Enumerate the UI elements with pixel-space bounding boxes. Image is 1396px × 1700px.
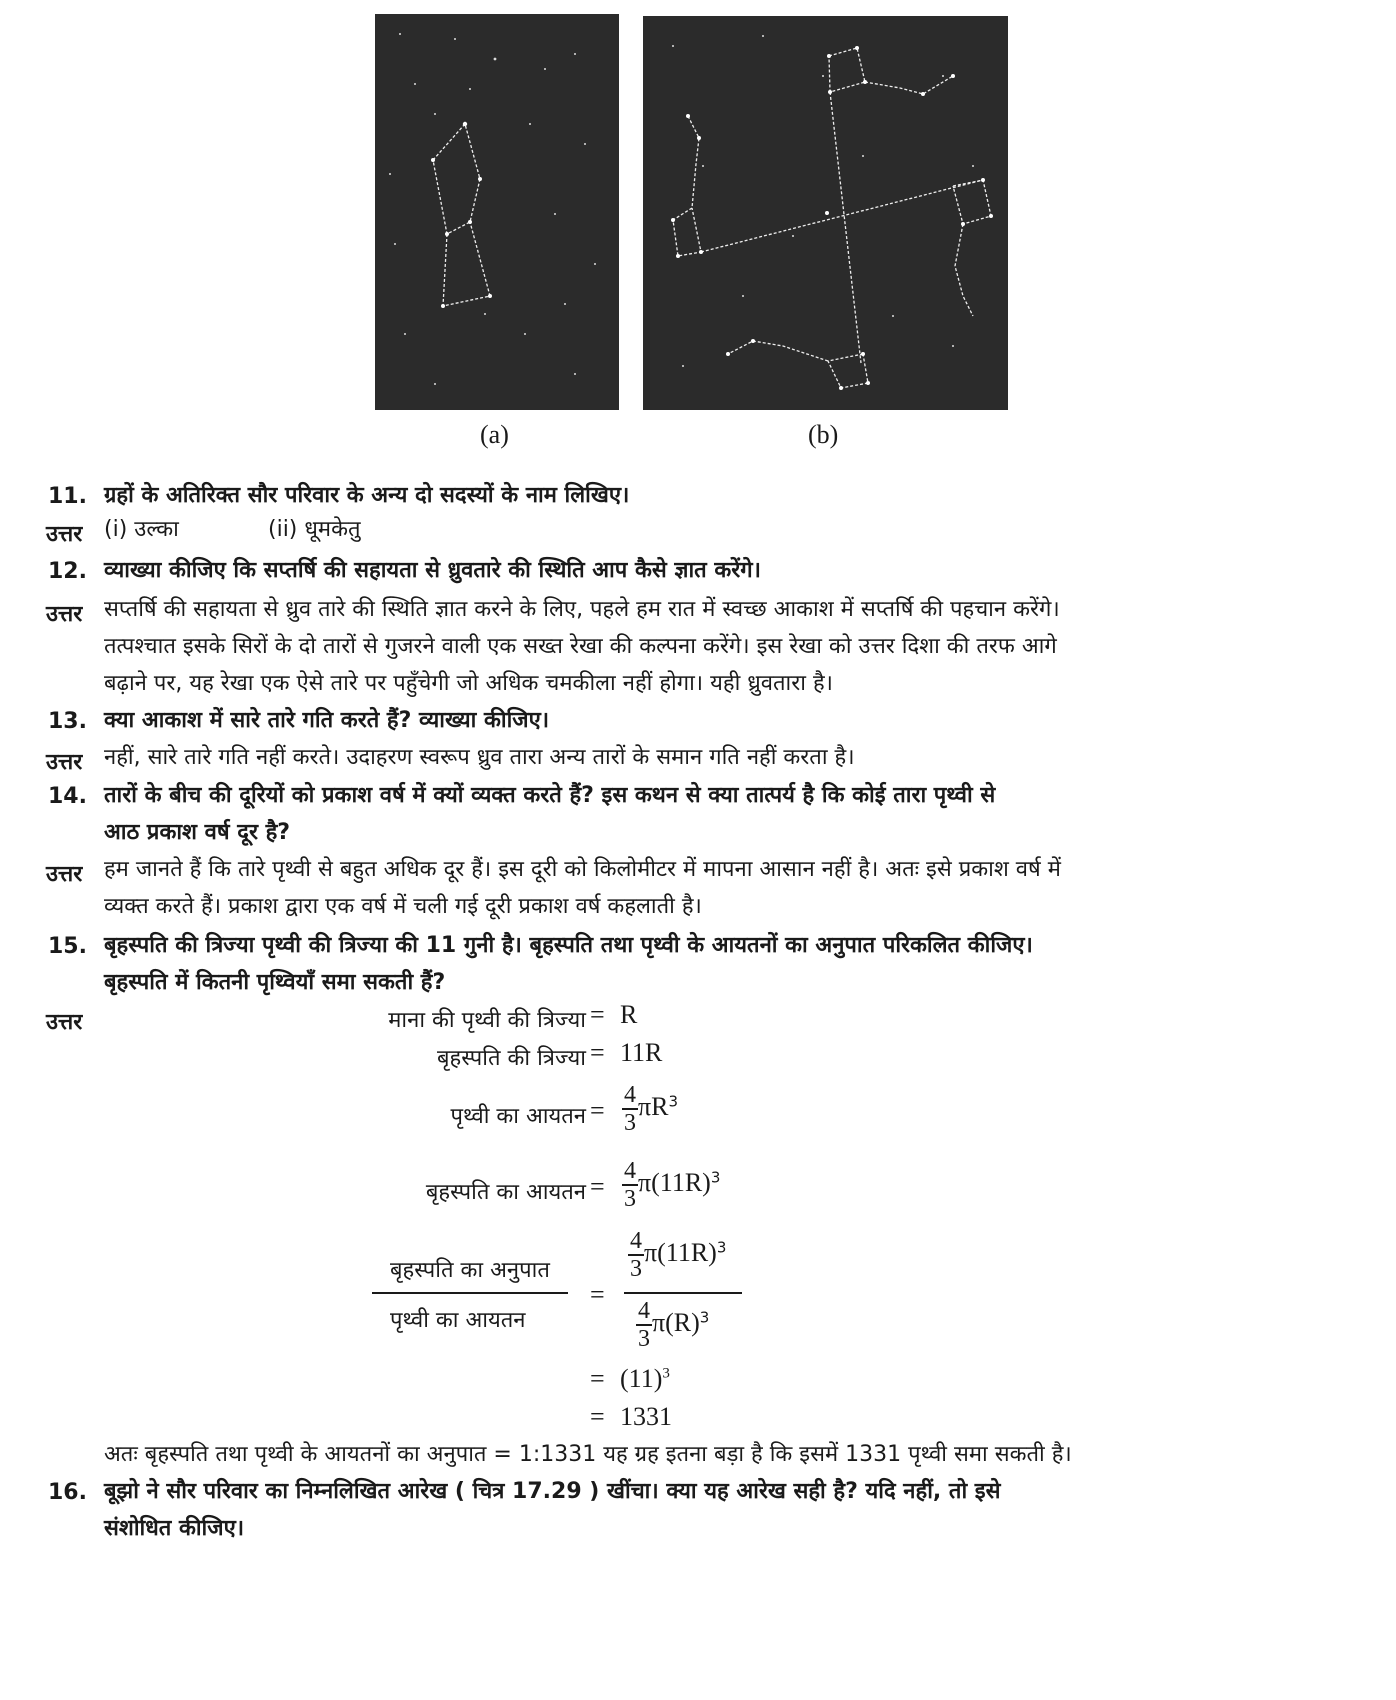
- answer-line: तत्पश्चात इसके सिरों के दो तारों से गुजरने वाली एक सख्त रेखा की कल्पना करेंगे। इस रेखा को उत्तर दिशा की तरफ आगे: [104, 634, 1057, 659]
- answer-label: उत्तर: [46, 602, 83, 627]
- eq-sign: =: [590, 1096, 605, 1125]
- answer-line: हम जानते हैं कि तारे पृथ्वी से बहुत अधिक दूर हैं। इस दूरी को किलोमीटर में मापना आसान नहीं है। अतः इसे प्रकाश वर्ष में: [104, 857, 1061, 882]
- cross-constellation-icon: [643, 16, 1008, 410]
- eq-sign: =: [590, 1000, 605, 1029]
- question-number: 11.: [48, 484, 87, 509]
- ratio-denominator-value: $\frac{4}{3}$ $\pi(R)^3$: [638, 1298, 710, 1352]
- answer-line: नहीं, सारे तारे गति नहीं करते। उदाहरण स्वरूप ध्रुव तारा अन्य तारों के समान गति नहीं करता है।: [104, 745, 855, 770]
- equation-jupiter-volume: बृहस्पति का आयतन: [425, 1180, 586, 1205]
- eq-sign: =: [590, 1364, 605, 1393]
- answer-line: बढ़ाने पर, यह रेखा एक ऐसे तारे पर पहुँचेगी जो अधिक चमकीला नहीं होगा। यही ध्रुवतारा है।: [104, 671, 833, 696]
- figure-a-orion: [375, 14, 619, 410]
- question-text: बृहस्पति की त्रिज्या पृथ्वी की त्रिज्या की 11 गुनी है। बृहस्पति तथा पृथ्वी के आयतनों का अनुपात परिकलित कीजिए।: [104, 933, 1033, 958]
- question-text: ग्रहों के अतिरिक्त सौर परिवार के अन्य दो सदस्यों के नाम लिखिए।: [104, 483, 630, 508]
- answer-label: उत्तर: [46, 522, 83, 547]
- fraction-bar: [372, 1292, 568, 1294]
- answer-item: (i) उल्का: [104, 517, 179, 542]
- question-number: 14.: [48, 784, 87, 809]
- eq-sign: =: [590, 1280, 605, 1309]
- jupiter-radius-value: 11R: [620, 1038, 663, 1067]
- fraction: $\frac{4}{3}$: [638, 1298, 650, 1352]
- conclusion-text: अतः बृहस्पति तथा पृथ्वी के आयतनों का अनुपात = 1:1331 यह ग्रह इतना बड़ा है कि इसमें 1331 पृथ्वी समा सकती है।: [104, 1442, 1072, 1467]
- answer-label: उत्तर: [46, 862, 83, 887]
- fraction: $\frac{4}{3}$: [624, 1082, 636, 1136]
- equation-earth-radius: माना की पृथ्वी की त्रिज्या: [388, 1008, 586, 1033]
- earth-radius-value: R: [620, 1000, 638, 1029]
- question-number: 15.: [48, 934, 87, 959]
- question-text: बूझो ने सौर परिवार का निम्नलिखित आरेख ( चित्र 17.29 ) खींचा। क्या यह आरेख सही है? यदि नहीं, तो इसे: [104, 1479, 1001, 1504]
- figure-a-caption: (a): [480, 420, 509, 449]
- fraction-bar: [624, 1292, 742, 1294]
- ratio-denominator-label: पृथ्वी का आयतन: [390, 1308, 526, 1333]
- answer-line: सप्तर्षि की सहायता से ध्रुव तारे की स्थिति ज्ञात करने के लिए, पहले हम रात में स्वच्छ आकाश में सप्तर्षि की पहचान करेंगे।: [104, 597, 1060, 622]
- question-text: क्या आकाश में सारे तारे गति करते हैं? व्याख्या कीजिए।: [104, 708, 550, 733]
- answer-label: उत्तर: [46, 1010, 83, 1035]
- step2-value: 1331: [620, 1402, 672, 1431]
- question-text: संशोधित कीजिए।: [104, 1516, 245, 1541]
- figure-b-caption: (b): [808, 420, 839, 449]
- orion-constellation-icon: [375, 14, 619, 410]
- fraction: $\frac{4}{3}$: [630, 1228, 642, 1282]
- question-text: व्याख्या कीजिए कि सप्तर्षि की सहायता से ध्रुवतारे की स्थिति आप कैसे ज्ञात करेंगे।: [104, 558, 761, 583]
- question-number: 12.: [48, 559, 87, 584]
- answer-label: उत्तर: [46, 750, 83, 775]
- jupiter-volume-value: $\frac{4}{3}$ $\pi(11R)^3$: [624, 1158, 721, 1212]
- answer-item: (ii) धूमकेतु: [268, 517, 361, 542]
- eq-sign: =: [590, 1038, 605, 1067]
- question-number: 16.: [48, 1480, 87, 1505]
- eq-sign: =: [590, 1402, 605, 1431]
- fraction: $\frac{4}{3}$: [624, 1158, 636, 1212]
- ratio-numerator-label: बृहस्पति का अनुपात: [390, 1258, 550, 1283]
- question-text: बृहस्पति में कितनी पृथ्वियाँ समा सकती हैं?: [104, 970, 446, 995]
- equation-jupiter-radius: बृहस्पति की त्रिज्या: [436, 1046, 586, 1071]
- step1-value: $(11)^3$: [620, 1364, 670, 1393]
- eq-sign: =: [590, 1172, 605, 1201]
- figure-b-constellation: [643, 16, 1008, 410]
- question-number: 13.: [48, 709, 87, 734]
- ratio-numerator-value: $\frac{4}{3}$ $\pi(11R)^3$: [630, 1228, 727, 1282]
- question-text: तारों के बीच की दूरियों को प्रकाश वर्ष में क्यों व्यक्त करते हैं? इस कथन से क्या तात्पर्य है कि कोई तारा पृथ्वी से: [104, 783, 996, 808]
- earth-volume-value: $\frac{4}{3}$ $\pi R^3$: [624, 1082, 679, 1136]
- question-text: आठ प्रकाश वर्ष दूर है?: [104, 820, 291, 845]
- equation-earth-volume: पृथ्वी का आयतन: [450, 1104, 586, 1129]
- answer-line: व्यक्त करते हैं। प्रकाश द्वारा एक वर्ष में चली गई दूरी प्रकाश वर्ष कहलाती है।: [104, 894, 702, 919]
